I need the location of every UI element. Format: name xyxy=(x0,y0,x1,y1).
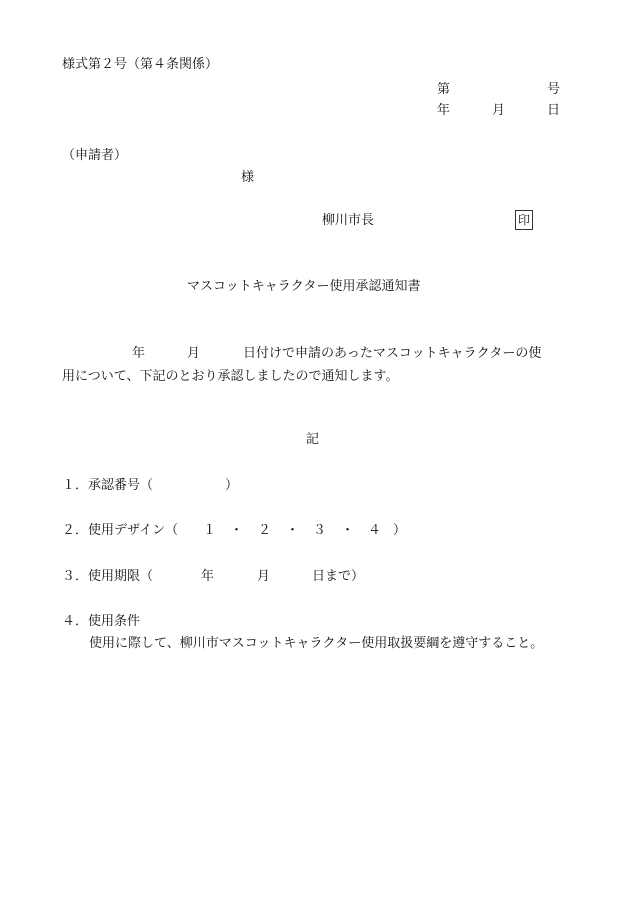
honorific: 様 xyxy=(241,170,255,185)
item-label: 承認番号（ xyxy=(88,478,154,493)
item-close: ） xyxy=(393,523,407,538)
design-option-1: １ xyxy=(203,523,217,538)
expiry-month: 月 xyxy=(257,569,271,584)
body-line1: 日付けで申請のあったマスコットキャラクターの使 xyxy=(243,346,542,361)
item-close: ） xyxy=(225,478,239,493)
seal-mark: 印 xyxy=(515,210,533,230)
date-month: 月 xyxy=(492,103,506,118)
item-number: ２． xyxy=(62,523,89,538)
applicant-label: （申請者） xyxy=(62,148,128,163)
body-year: 年 xyxy=(132,346,146,361)
doc-no-suffix: 号 xyxy=(547,82,561,97)
item-label: 使用デザイン（ xyxy=(88,523,179,538)
item-label: 使用条件 xyxy=(88,614,141,629)
design-option-2: ２ xyxy=(258,523,272,538)
doc-no-prefix: 第 xyxy=(437,82,451,97)
design-separator: ・ xyxy=(286,523,300,538)
design-separator: ・ xyxy=(230,523,244,538)
date-year: 年 xyxy=(437,103,451,118)
item-number: １． xyxy=(62,478,89,493)
expiry-year: 年 xyxy=(201,569,215,584)
ki-heading: 記 xyxy=(306,432,320,447)
document-title: マスコットキャラクター使用承認通知書 xyxy=(187,279,421,294)
design-option-4: ４ xyxy=(368,523,382,538)
body-line2: 用について、下記のとおり承認しましたので通知します。 xyxy=(62,369,399,384)
design-separator: ・ xyxy=(341,523,355,538)
date-day: 日 xyxy=(547,103,561,118)
item-4 xyxy=(62,614,140,630)
item-1 xyxy=(62,478,238,494)
design-option-3: ３ xyxy=(313,523,327,538)
item-3 xyxy=(62,569,153,585)
body-month: 月 xyxy=(187,346,201,361)
item-2 xyxy=(62,523,178,539)
issuer: 柳川市長 xyxy=(322,213,375,228)
expiry-day: 日まで） xyxy=(312,569,365,584)
item-number: ３． xyxy=(62,569,89,584)
item-label: 使用期限（ xyxy=(88,569,154,584)
item-4-text: 使用に際して、柳川市マスコットキャラクター使用取扱要綱を遵守すること。 xyxy=(89,636,544,651)
item-number: ４． xyxy=(62,614,89,629)
form-number: 様式第２号（第４条関係） xyxy=(62,57,219,72)
